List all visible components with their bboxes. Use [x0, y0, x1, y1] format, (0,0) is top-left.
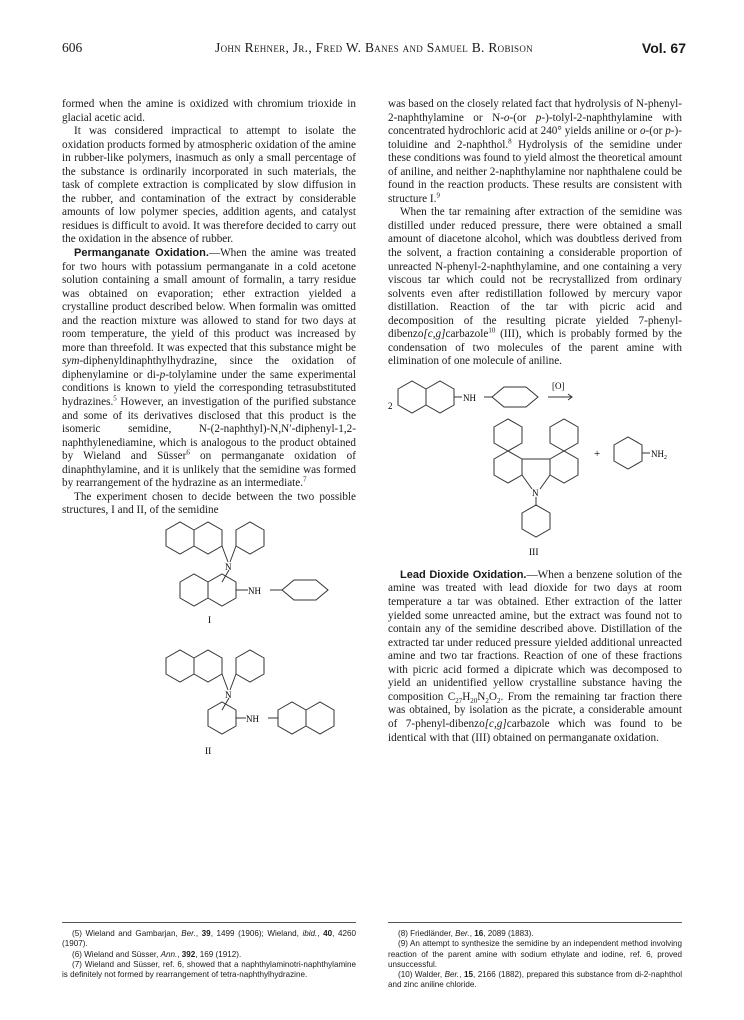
running-header [62, 40, 686, 58]
paragraph: The experiment chosen to decide between the two possible structures, I and II, of the semidine [62, 490, 356, 517]
footnote: (8) Friedländer, Ber., 16, 2089 (1883). [398, 929, 534, 938]
ring [194, 522, 222, 554]
ring [550, 419, 578, 451]
ring [614, 437, 642, 469]
ring [398, 381, 426, 413]
ring [180, 574, 208, 606]
coefficient: 2 [388, 400, 393, 411]
paragraph: When the tar remaining after extraction of the semidine was distilled under reduced pressure, there were obtained a small amount of diacetone alcohol, which was doubtless derived from the solvent, a fraction containing a considerable proportion of unreacted N-phenyl-2-naphthylamine, and one containing a very viscous tar which could not be recrystallized from ordinary solvents even after redistillation followed by mercury vapor distillation. Reaction of the tar with picric acid and decomposition of the resulting picrate yielded 7-phenyl-dibenzo[c,g]carbazole$^{10}$ (III), which is probably formed by the condensation of two molecules of the parent amine with elimination of one molecule of aniline. [388, 206, 682, 368]
structure-label: I [208, 615, 212, 626]
structure-label: III [529, 547, 539, 558]
footnote: (5) Wieland and Gambarjan, Ber., 39, 1499 (1906); Wieland, ibid., 40, 4260 (1907). [62, 929, 356, 949]
paragraph: formed when the amine is oxidized with chromium trioxide in glacial acetic acid. [62, 98, 356, 124]
atom-label: NH [248, 585, 261, 596]
paragraph: was based on the closely related fact that hydrolysis of N-phenyl-2-naphthylamine or N-o-(or p-)-tolyl-2-naphthylamine with concentrated hydrochloric acid at 240° yields aniline or o-(or p-)-toluidine and 2-naphthol.$^8$ Hydrolysis of the semidine under these conditions was found to yield almost the theoretical amount of aniline, and neither 2-naphthylamine nor naphthalene could be found in the reaction products. These results are consistent with structure I.$^9$ [388, 98, 682, 205]
ring [194, 650, 222, 682]
ring [426, 381, 454, 413]
ring [522, 505, 550, 537]
ring [550, 451, 578, 483]
paragraph: Lead Dioxide Oxidation.—When a benzene solution of the amine was treated with lead dioxide for two days at room temperature a tar was obtained. Ether extraction of the latter yielded some unreacted amine, but the extract was found not to contain any of the semidine described above. Distillation of the extracted tar under reduced pressure yielded additional unreacted amine and two tar fractions. Reaction of one of these fractions with picric acid formed a dipicrate which was decomposed to yield an unidentified yellow crystalline substance having the composition $C_{27}H_{20}N_2O_2$. From the remaining tar fraction there was obtained, by isolation as the picrate, a considerable amount of 7-phenyl-dibenzo[c,g]carbazole which was found to be identical with that (III) obtained on permanganate oxidation. [388, 568, 682, 744]
footnote-rule [388, 922, 682, 923]
right-column [388, 98, 682, 745]
ring [492, 387, 538, 407]
structures-I-II [62, 518, 356, 762]
plus-sign: + [594, 447, 601, 460]
atom-label: N [532, 487, 539, 498]
reagent-label: [O] [552, 380, 565, 391]
footnote-ref[interactable]: 5 [113, 394, 117, 403]
ring [208, 702, 236, 734]
ring [166, 522, 194, 554]
page-number: 606 [62, 40, 83, 55]
paragraph: Permanganate Oxidation.—When the amine was treated for two hours with potassium permanganate in a cold acetone solution containing a small amount of formalin, a tarry residue was obtained on evaporation; ether extraction yielded a crystalline product described below. When formalin was omitted and the reaction mixture was allowed to stand for two days at room temperature, the yield of this product was increased by more than threefold. It was expected that this substance might be sym-diphenyldinaphthylhydrazine, since the oxidation of diphenylamine or di-p-tolylamine under the same experimental conditions is known to yield the corresponding tetrasubstituted hydrazines.$^5$ However, an investigation of the purified substance and some of its derivatives disclosed that this product is the isomeric semidine, N-(2-naphthyl)-N,N′-diphenyl-1,2-naphthylenediamine, which is analogous to the product obtained by Wieland and Süsser$^6$ on permanganate oxidation of dinaphthylamine, and it is unlikely that the semidine was formed by rearrangement of the hydrazine as an intermediate.$^7$ [62, 247, 356, 490]
atom-label: NH [463, 392, 476, 403]
footnote-rule [62, 922, 356, 923]
footnotes-right [388, 929, 682, 991]
footnote-ref[interactable]: 6 [186, 448, 190, 457]
atom-label: NH [246, 713, 259, 724]
footnote: (10) Walder, Ber., 15, 2166 (1882), prepared this substance from di-2-naphthol and zinc aniline chloride. [388, 970, 683, 990]
footnote-ref[interactable]: 7 [303, 475, 307, 484]
ring [282, 580, 328, 600]
ring [494, 451, 522, 483]
ring [208, 574, 236, 606]
footnote: (7) Wieland and Süsser, ref. 6, showed that a naphthylaminotri-naphthylamine is definitely not formed by rearrangement of tetra-naphthylhydrazine. [62, 959, 356, 980]
section-heading: Lead Dioxide Oxidation. [400, 568, 527, 581]
ring [236, 522, 264, 554]
footnote-ref[interactable]: 9 [436, 191, 440, 200]
section-heading: Permanganate Oxidation. [74, 247, 209, 260]
footnote-ref[interactable]: 10 [488, 326, 496, 335]
footnote: (6) Wieland and Süsser, Ann., 392, 169 (1912). [72, 949, 242, 959]
ring [166, 650, 194, 682]
left-column [62, 98, 356, 762]
reaction-scheme-III [388, 369, 682, 569]
running-title: John Rehner, Jr., Fred W. Banes and Samuel B. Robison [215, 40, 533, 55]
footnote: (9) An attempt to synthesize the semidine by an independent method involving reaction of the parent amine with sodium ethylate and iodine, ref. 6, proved unsuccessful. [388, 939, 682, 969]
ring [236, 650, 264, 682]
atom-label: N [225, 561, 232, 572]
footnote-ref[interactable]: 8 [508, 136, 512, 145]
ring [278, 702, 306, 734]
volume-label: Vol. 67 [641, 40, 686, 56]
atom-label: $NH_2$ [651, 448, 667, 461]
paragraph: It was considered impractical to attempt to isolate the oxidation products formed by atmospheric oxidation of the amine in rubber-like polymers, inasmuch as only a small percentage of the substance is ordinarily incorporated in such materials, the task of complete extraction is complicated by slow diffusion in the rubber, and contamination of the extract by considerable amounts of low polymer species, addition agents, and catalyst residues is difficult to avoid. It was therefore decided to carry out the oxidation in the absence of rubber. [62, 125, 356, 246]
atom-label: N [225, 689, 232, 700]
ring [494, 419, 522, 451]
ring [306, 702, 334, 734]
footnotes-left [62, 929, 356, 980]
structure-label: II [205, 746, 212, 757]
